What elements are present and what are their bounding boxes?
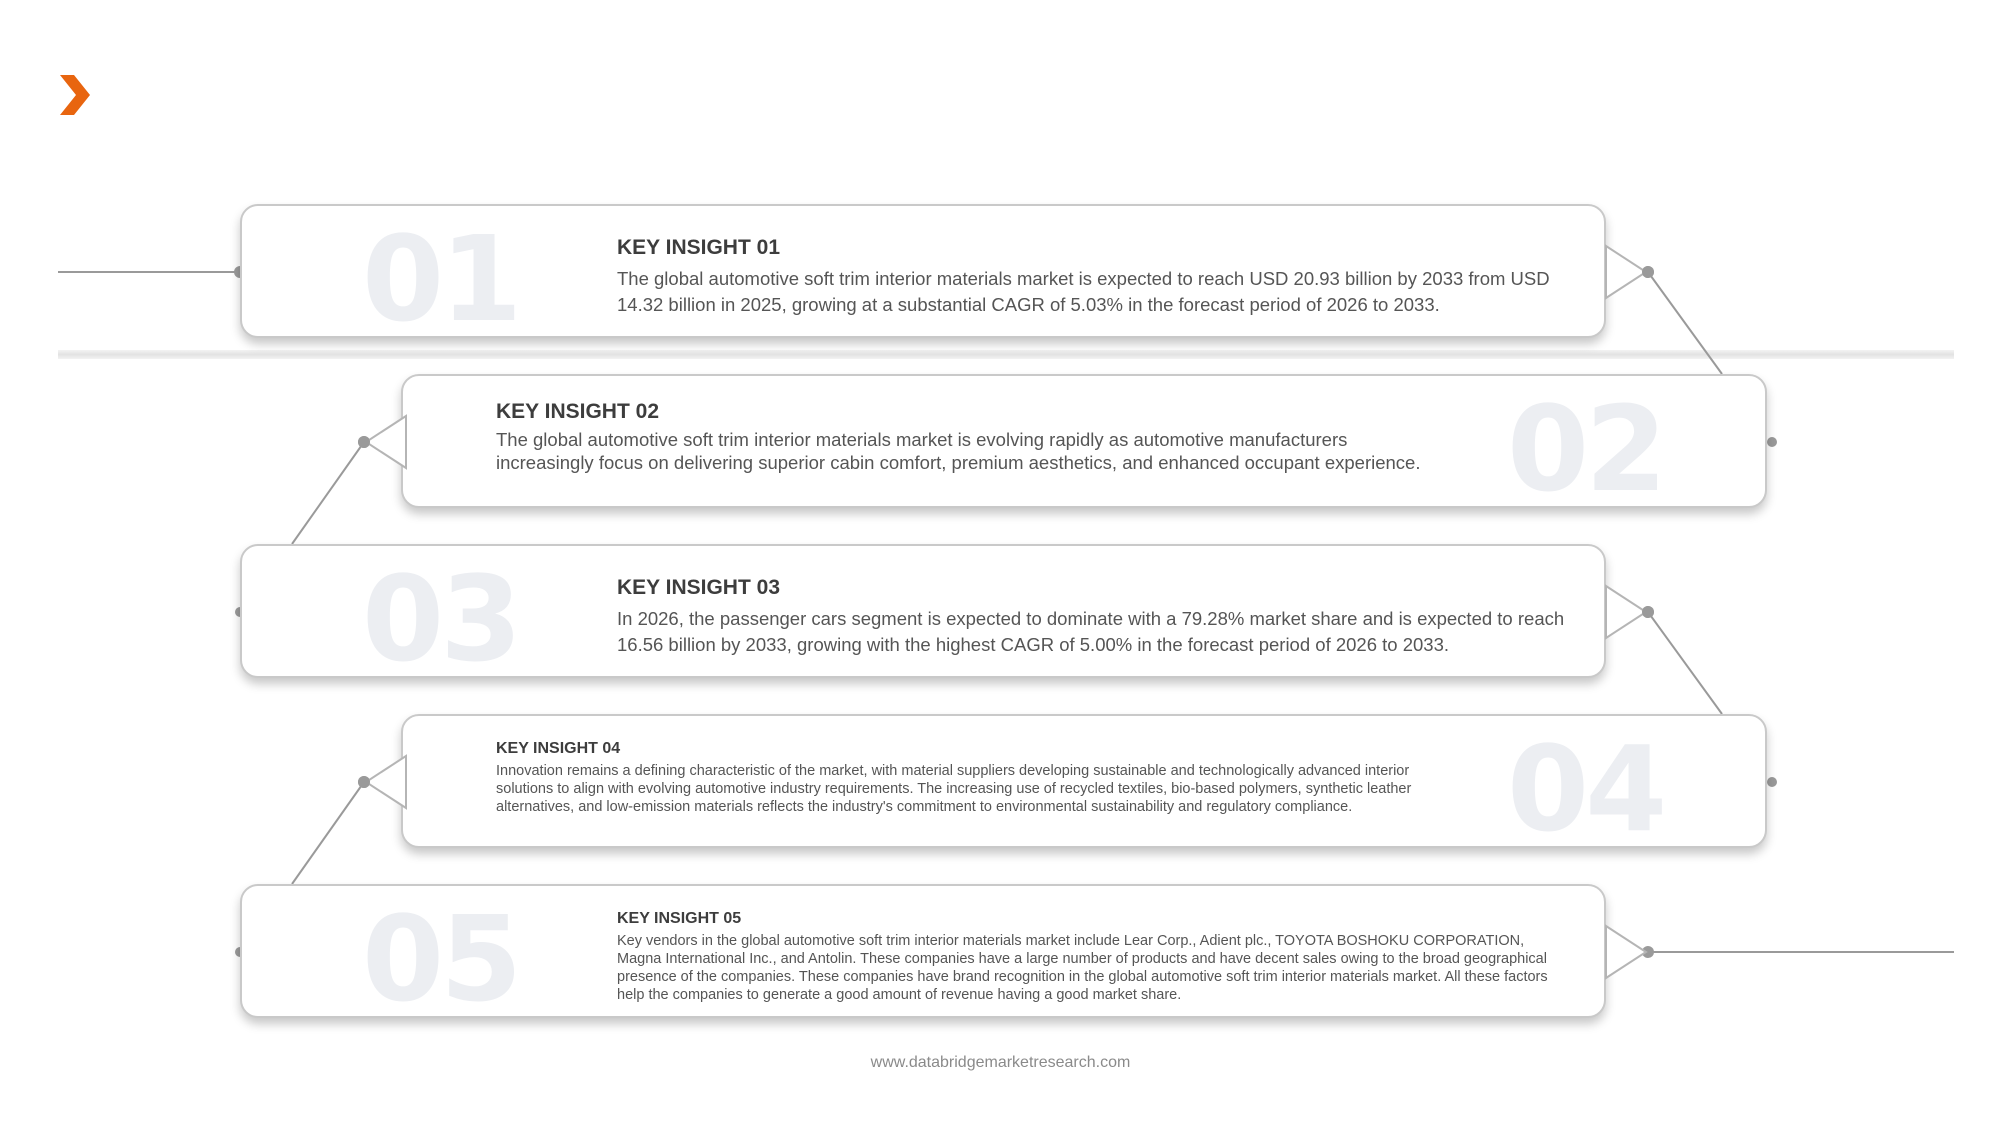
insight-text: The global automotive soft trim interior materials market is expected to reach USD 20.93 billion by 2033 from USD 14.32 billion in 2025, growing at a substantial CAGR of 5.03% in the forecast period of 2026 to 2033.: [617, 268, 1550, 315]
insight-text: In 2026, the passenger cars segment is expected to dominate with a 79.28% market share and is expected to reach 16.56 billion by 2033, growing with the highest CAGR of 5.00% in the forecast period of 2026 to 2033.: [617, 608, 1565, 655]
insight-text: Key vendors in the global automotive soft trim interior materials market include Lear Corp., Adient plc., TOYOTA BOSHOKU CORPORATION, Magna International Inc., and Antolin. These companies have a large number of products and have decent sales owing to the broad geographical presence of the companies. These companies have brand recognition in the global automotive soft trim interior materials market. All these factors help the companies to generate a good amount of revenue having a good market share.: [617, 933, 1548, 1003]
insight-number: 05: [362, 890, 519, 1028]
insight-number: 01: [362, 210, 519, 348]
insight-number: 03: [362, 550, 519, 688]
insight-title: KEY INSIGHT 03: [617, 576, 780, 599]
insight-title: KEY INSIGHT 04: [496, 740, 621, 757]
insight-text: The global automotive soft trim interior materials market is evolving rapidly as automotive manufacturers increasingly focus on delivering superior cabin comfort, premium aesthetics, and enhanced occupant experience.: [496, 429, 1421, 473]
insight-number: 02: [1507, 380, 1664, 518]
insight-title: KEY INSIGHT 02: [496, 400, 659, 423]
insight-title: KEY INSIGHT 01: [617, 236, 780, 259]
insight-number: 04: [1507, 720, 1664, 858]
footer-url: www.databridgemarketresearch.com: [870, 1054, 1131, 1071]
insight-title: KEY INSIGHT 05: [617, 910, 742, 927]
insight-text: Innovation remains a defining characteristic of the market, with material suppliers developing sustainable and technologically advanced interior solutions to align with evolving automotive industry requirements. The increasing use of recycled textiles, bio-based polymers, synthetic leather alternatives, and low-emission materials reflects the industry's commitment to environmental sustainability and regulatory compliance.: [496, 763, 1412, 815]
